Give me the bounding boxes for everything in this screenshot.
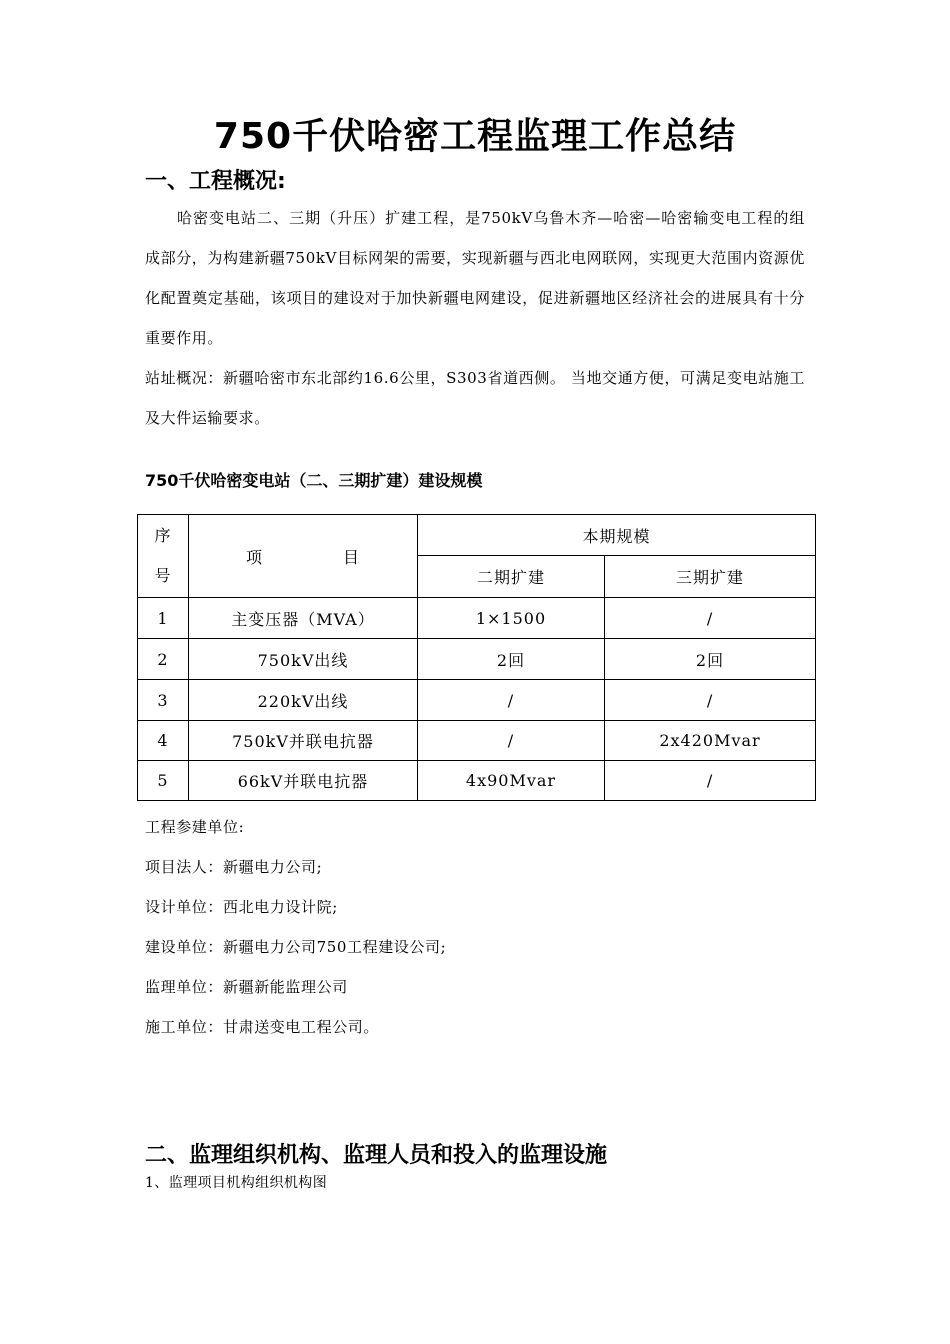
- table-caption: 750千伏哈密变电站（二、三期扩建）建设规模: [145, 471, 483, 490]
- cell-phase3: 2x420Mvar: [605, 721, 816, 761]
- cell-seq: 1: [138, 598, 189, 639]
- header-item-left: 项: [245, 547, 263, 567]
- cell-seq: 4: [138, 721, 189, 761]
- overview-paragraph: [145, 198, 805, 438]
- table-row: [138, 761, 816, 801]
- cell-phase3: 2回: [605, 639, 816, 680]
- section-heading-overview: 一、工程概况:: [145, 169, 286, 194]
- cell-item: 750kV出线: [189, 639, 418, 680]
- header-seq-top: 序: [154, 526, 172, 545]
- table-header-row: [138, 515, 816, 556]
- overview-text: 哈密变电站二、三期（升压）扩建工程，是750kV乌鲁木齐—哈密—哈密输变电工程的组成部分，为构建新疆750kV目标网架的需要，实现新疆与西北电网联网，实现更大范围内资源优化配置奠定基础，该项目的建设对于加快新疆电网建设，促进新疆地区经济社会的进展具有十分重要作用。: [145, 209, 805, 347]
- header-phase3: 三期扩建: [605, 556, 816, 598]
- cell-phase3: /: [605, 598, 816, 639]
- cell-phase3: /: [605, 761, 816, 801]
- cell-phase2: 2回: [418, 639, 605, 680]
- cell-item: 主变压器（MVA）: [189, 598, 418, 639]
- participant-legal-entity: 项目法人：新疆电力公司;: [145, 858, 323, 876]
- table-row: [138, 639, 816, 680]
- participant-contractor: 施工单位：甘肃送变电工程公司。: [145, 1018, 380, 1036]
- construction-scale-table: [137, 514, 816, 801]
- header-item: [189, 515, 418, 598]
- header-item-right: 目: [343, 547, 361, 567]
- header-seq-bottom: 号: [154, 566, 172, 585]
- cell-phase2: /: [418, 721, 605, 761]
- participant-supervision-unit: 监理单位：新疆新能监理公司: [145, 978, 348, 996]
- cell-item: 750kV并联电抗器: [189, 721, 418, 761]
- header-phase2: 二期扩建: [418, 556, 605, 598]
- header-current-scale: 本期规模: [418, 515, 816, 556]
- cell-seq: 5: [138, 761, 189, 801]
- cell-seq: 2: [138, 639, 189, 680]
- site-overview-text: 站址概况：新疆哈密市东北部约16.6公里，S303省道西侧。 当地交通方便，可满足变电站施工及大件运输要求。: [145, 369, 805, 427]
- table-row: [138, 721, 816, 761]
- table-row: [138, 598, 816, 639]
- section-heading-supervision: 二、监理组织机构、监理人员和投入的监理设施: [145, 1143, 608, 1168]
- cell-phase3: /: [605, 680, 816, 721]
- document-title: 750千伏哈密工程监理工作总结: [213, 116, 737, 157]
- cell-phase2: 1×1500: [418, 598, 605, 639]
- subsection-org-chart: 1、监理项目机构组织机构图: [145, 1175, 328, 1191]
- cell-phase2: /: [418, 680, 605, 721]
- participant-construction-unit: 建设单位：新疆电力公司750工程建设公司;: [145, 938, 447, 956]
- table-row: [138, 680, 816, 721]
- participant-design-unit: 设计单位：西北电力设计院;: [145, 898, 338, 916]
- header-seq: [138, 515, 189, 598]
- participants-heading: 工程参建单位:: [145, 818, 245, 836]
- cell-item: 66kV并联电抗器: [189, 761, 418, 801]
- cell-item: 220kV出线: [189, 680, 418, 721]
- cell-phase2: 4x90Mvar: [418, 761, 605, 801]
- cell-seq: 3: [138, 680, 189, 721]
